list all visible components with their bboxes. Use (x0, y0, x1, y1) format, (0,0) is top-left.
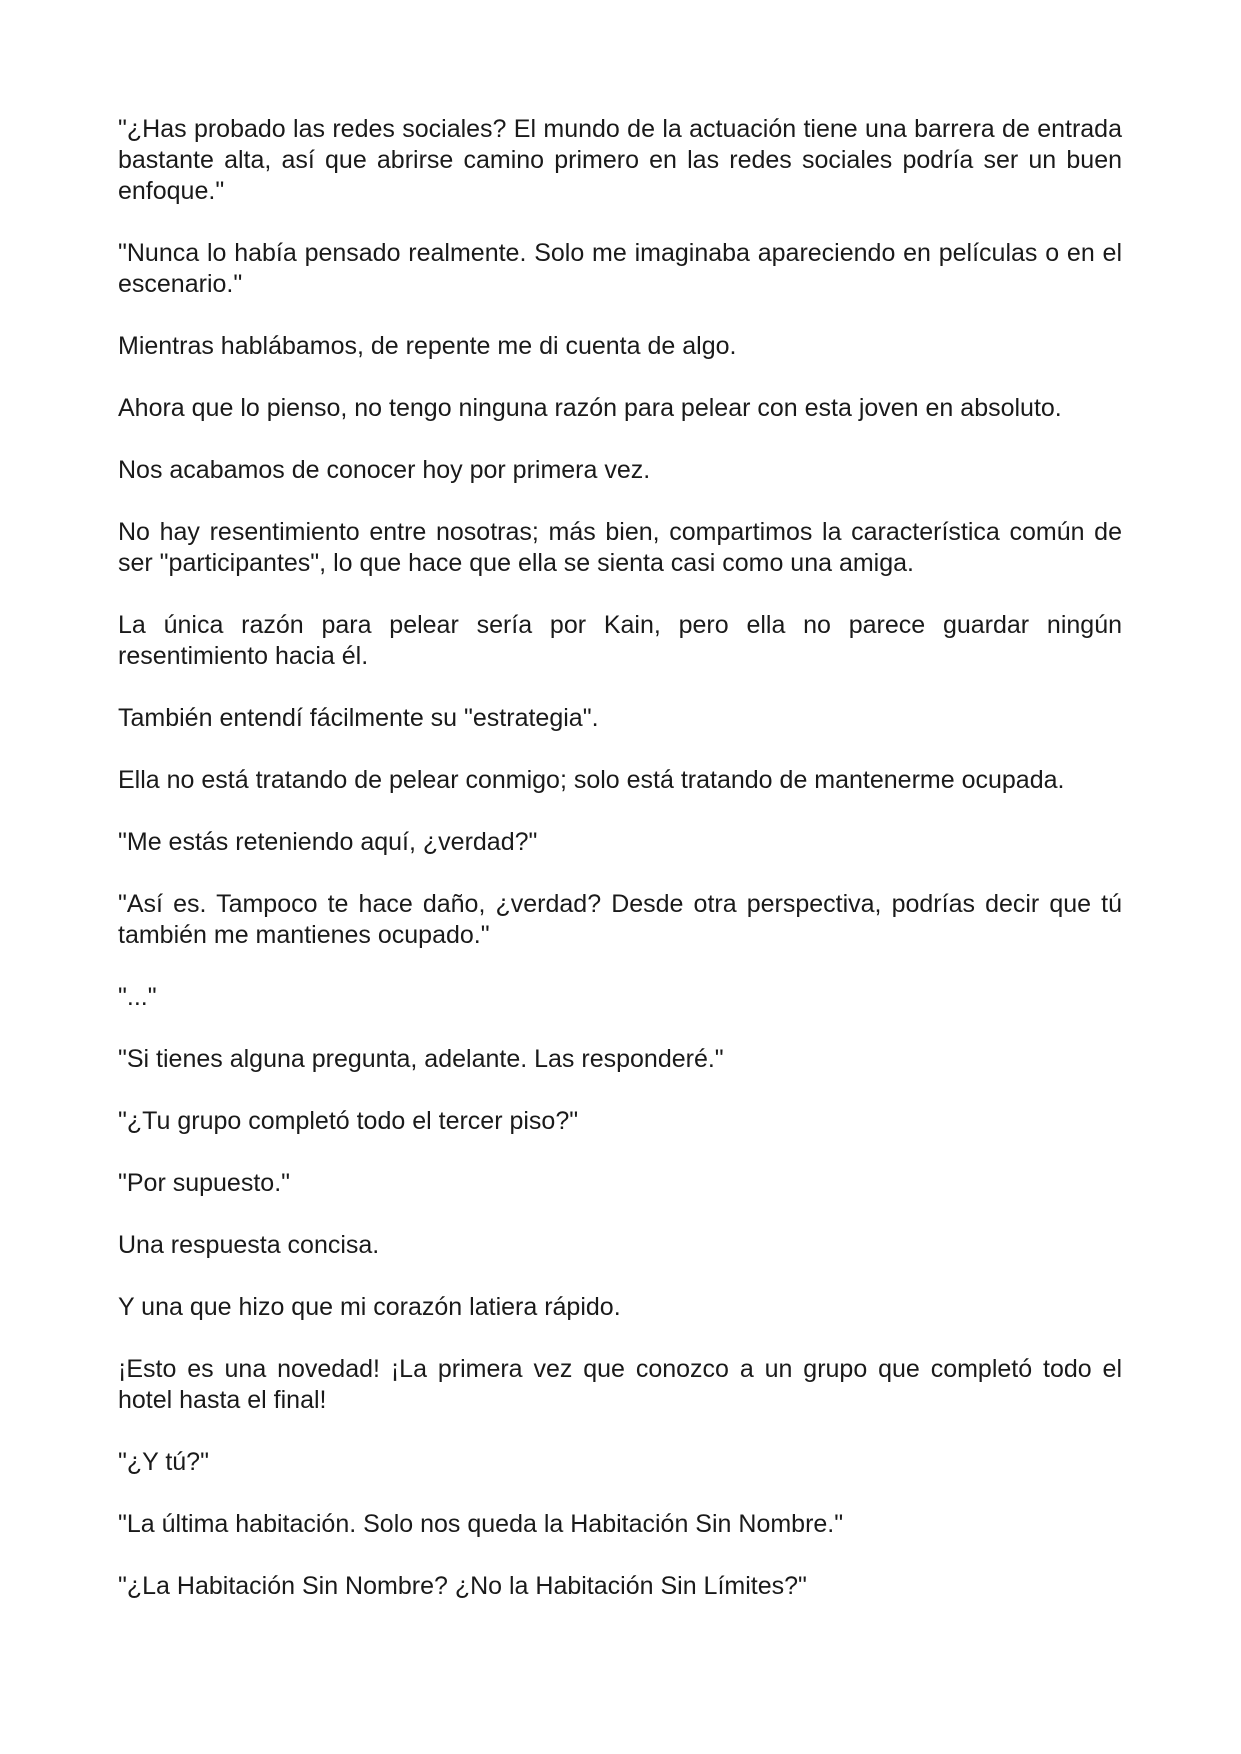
paragraph: "¿Y tú?" (118, 1448, 209, 1476)
paragraph: "Nunca lo había pensado realmente. Solo me imaginaba apareciendo en películas o en el escenario." (118, 239, 1122, 298)
paragraph: "¿Tu grupo completó todo el tercer piso?" (118, 1107, 579, 1135)
paragraph: "¿Has probado las redes sociales? El mundo de la actuación tiene una barrera de entrada bastante alta, así que abrirse camino primero en las redes sociales podría ser un buen enfoque." (118, 115, 1122, 205)
paragraph: Una respuesta concisa. (118, 1231, 380, 1259)
document-body (118, 114, 1122, 1633)
paragraph: "La última habitación. Solo nos queda la Habitación Sin Nombre." (118, 1510, 844, 1538)
paragraph: No hay resentimiento entre nosotras; más bien, compartimos la característica común de ser "participantes", lo que hace que ella se sienta casi como una amiga. (118, 518, 1122, 577)
paragraph: "Me estás reteniendo aquí, ¿verdad?" (118, 828, 538, 856)
paragraph: Ahora que lo pienso, no tengo ninguna razón para pelear con esta joven en absoluto. (118, 394, 1062, 422)
paragraph: Nos acabamos de conocer hoy por primera vez. (118, 456, 651, 484)
paragraph: "¿La Habitación Sin Nombre? ¿No la Habitación Sin Límites?" (118, 1572, 807, 1600)
paragraph: Y una que hizo que mi corazón latiera rápido. (118, 1293, 621, 1321)
paragraph: La única razón para pelear sería por Kain, pero ella no parece guardar ningún resentimiento hacia él. (118, 611, 1122, 670)
paragraph: "Por supuesto." (118, 1169, 291, 1197)
paragraph: ¡Esto es una novedad! ¡La primera vez que conozco a un grupo que completó todo el hotel hasta el final! (118, 1355, 1122, 1414)
paragraph: "..." (118, 983, 157, 1011)
paragraph: Ella no está tratando de pelear conmigo; solo está tratando de mantenerme ocupada. (118, 766, 1065, 794)
paragraph: "Así es. Tampoco te hace daño, ¿verdad? Desde otra perspectiva, podrías decir que tú también me mantienes ocupado." (118, 890, 1122, 949)
paragraph: Mientras hablábamos, de repente me di cuenta de algo. (118, 332, 737, 360)
paragraph: "Si tienes alguna pregunta, adelante. Las responderé." (118, 1045, 724, 1073)
paragraph: También entendí fácilmente su "estrategia". (118, 704, 599, 732)
